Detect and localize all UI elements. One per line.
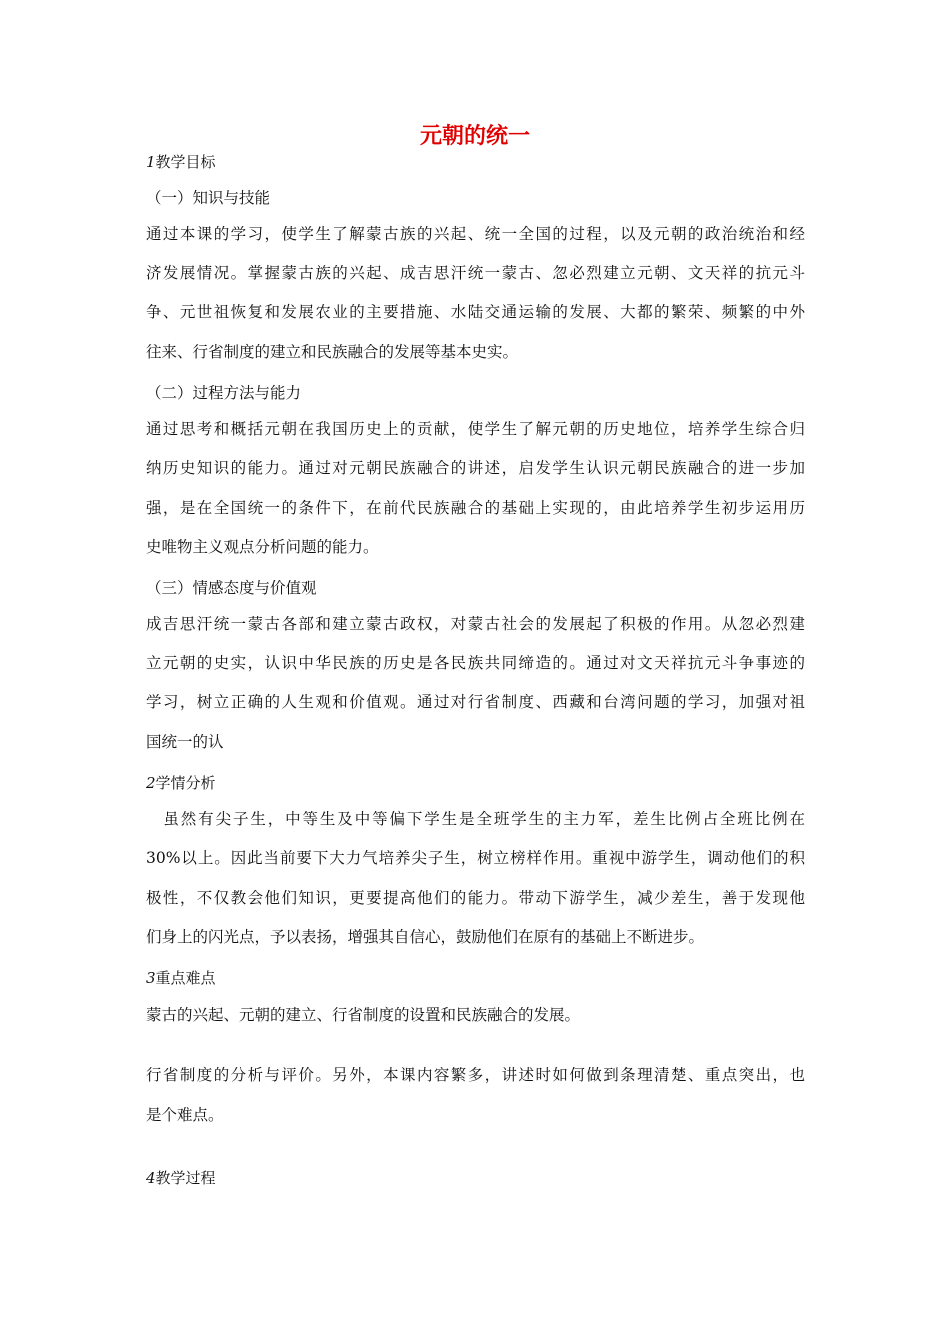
paragraph-line: 成吉思汗统一蒙古各部和建立蒙古政权，对蒙古社会的发展起了积极的作用。从忽必烈建	[146, 615, 805, 633]
subheading-knowledge-skills: （一）知识与技能	[146, 189, 271, 207]
paragraph-line: 30%以上。因此当前要下大力气培养尖子生，树立榜样作用。重视中游学生，调动他们的积	[146, 849, 805, 867]
subheading-emotion-values: （三）情感态度与价值观	[146, 579, 317, 597]
paragraph-line: 强，是在全国统一的条件下，在前代民族融合的基础上实现的，由此培养学生初步运用历	[146, 499, 805, 517]
section-number: 3	[146, 969, 156, 987]
paragraph-line: 极性，不仅教会他们知识，更要提高他们的能力。带动下游学生，减少差生，善于发现他	[146, 889, 805, 907]
paragraph-line: 蒙古的兴起、元朝的建立、行省制度的设置和民族融合的发展。	[146, 1006, 581, 1024]
section-heading-teaching-process	[146, 1167, 216, 1189]
paragraph-line: 通过本课的学习，使学生了解蒙古族的兴起、统一全国的过程，以及元朝的政治统治和经	[146, 225, 805, 243]
section-heading-key-points	[146, 967, 216, 989]
paragraph-line: 是个难点。	[146, 1106, 224, 1124]
section-heading-text: 学情分析	[155, 774, 216, 792]
subheading-process-method: （二）过程方法与能力	[146, 384, 302, 402]
section-heading-student-analysis	[146, 772, 216, 794]
section-number: 2	[146, 774, 156, 792]
section-number: 1	[146, 153, 156, 171]
paragraph-line: 纳历史知识的能力。通过对元朝民族融合的讲述，启发学生认识元朝民族融合的进一步加	[146, 459, 805, 477]
paragraph-line: 虽然有尖子生，中等生及中等偏下学生是全班学生的主力军，差生比例占全班比例在	[146, 810, 805, 828]
paragraph-line: 济发展情况。掌握蒙古族的兴起、成吉思汗统一蒙古、忽必烈建立元朝、文天祥的抗元斗	[146, 264, 805, 282]
paragraph-line: 立元朝的史实，认识中华民族的历史是各民族共同缔造的。通过对文天祥抗元斗争事迹的	[146, 654, 805, 672]
section-heading-text: 重点难点	[155, 969, 216, 987]
paragraph-line: 史唯物主义观点分析问题的能力。	[146, 538, 379, 556]
paragraph-line: 往来、行省制度的建立和民族融合的发展等基本史实。	[146, 343, 519, 361]
section-heading-text: 教学过程	[155, 1169, 216, 1187]
paragraph-line: 争、元世祖恢复和发展农业的主要措施、水陆交通运输的发展、大都的繁荣、频繁的中外	[146, 303, 805, 321]
section-number: 4	[146, 1169, 156, 1187]
paragraph-line: 行省制度的分析与评价。另外，本课内容繁多，讲述时如何做到条理清楚、重点突出，也	[146, 1066, 805, 1084]
page-title: 元朝的统一	[419, 124, 530, 149]
paragraph-line: 国统一的认	[146, 733, 224, 751]
paragraph-line: 学习，树立正确的人生观和价值观。通过对行省制度、西藏和台湾问题的学习，加强对祖	[146, 693, 805, 711]
section-heading-text: 教学目标	[155, 153, 216, 171]
paragraph-line: 通过思考和概括元朝在我国历史上的贡献，使学生了解元朝的历史地位，培养学生综合归	[146, 420, 805, 438]
paragraph-line: 们身上的闪光点，予以表扬，增强其自信心，鼓励他们在原有的基础上不断进步。	[146, 928, 705, 946]
section-heading-objectives	[146, 151, 216, 173]
